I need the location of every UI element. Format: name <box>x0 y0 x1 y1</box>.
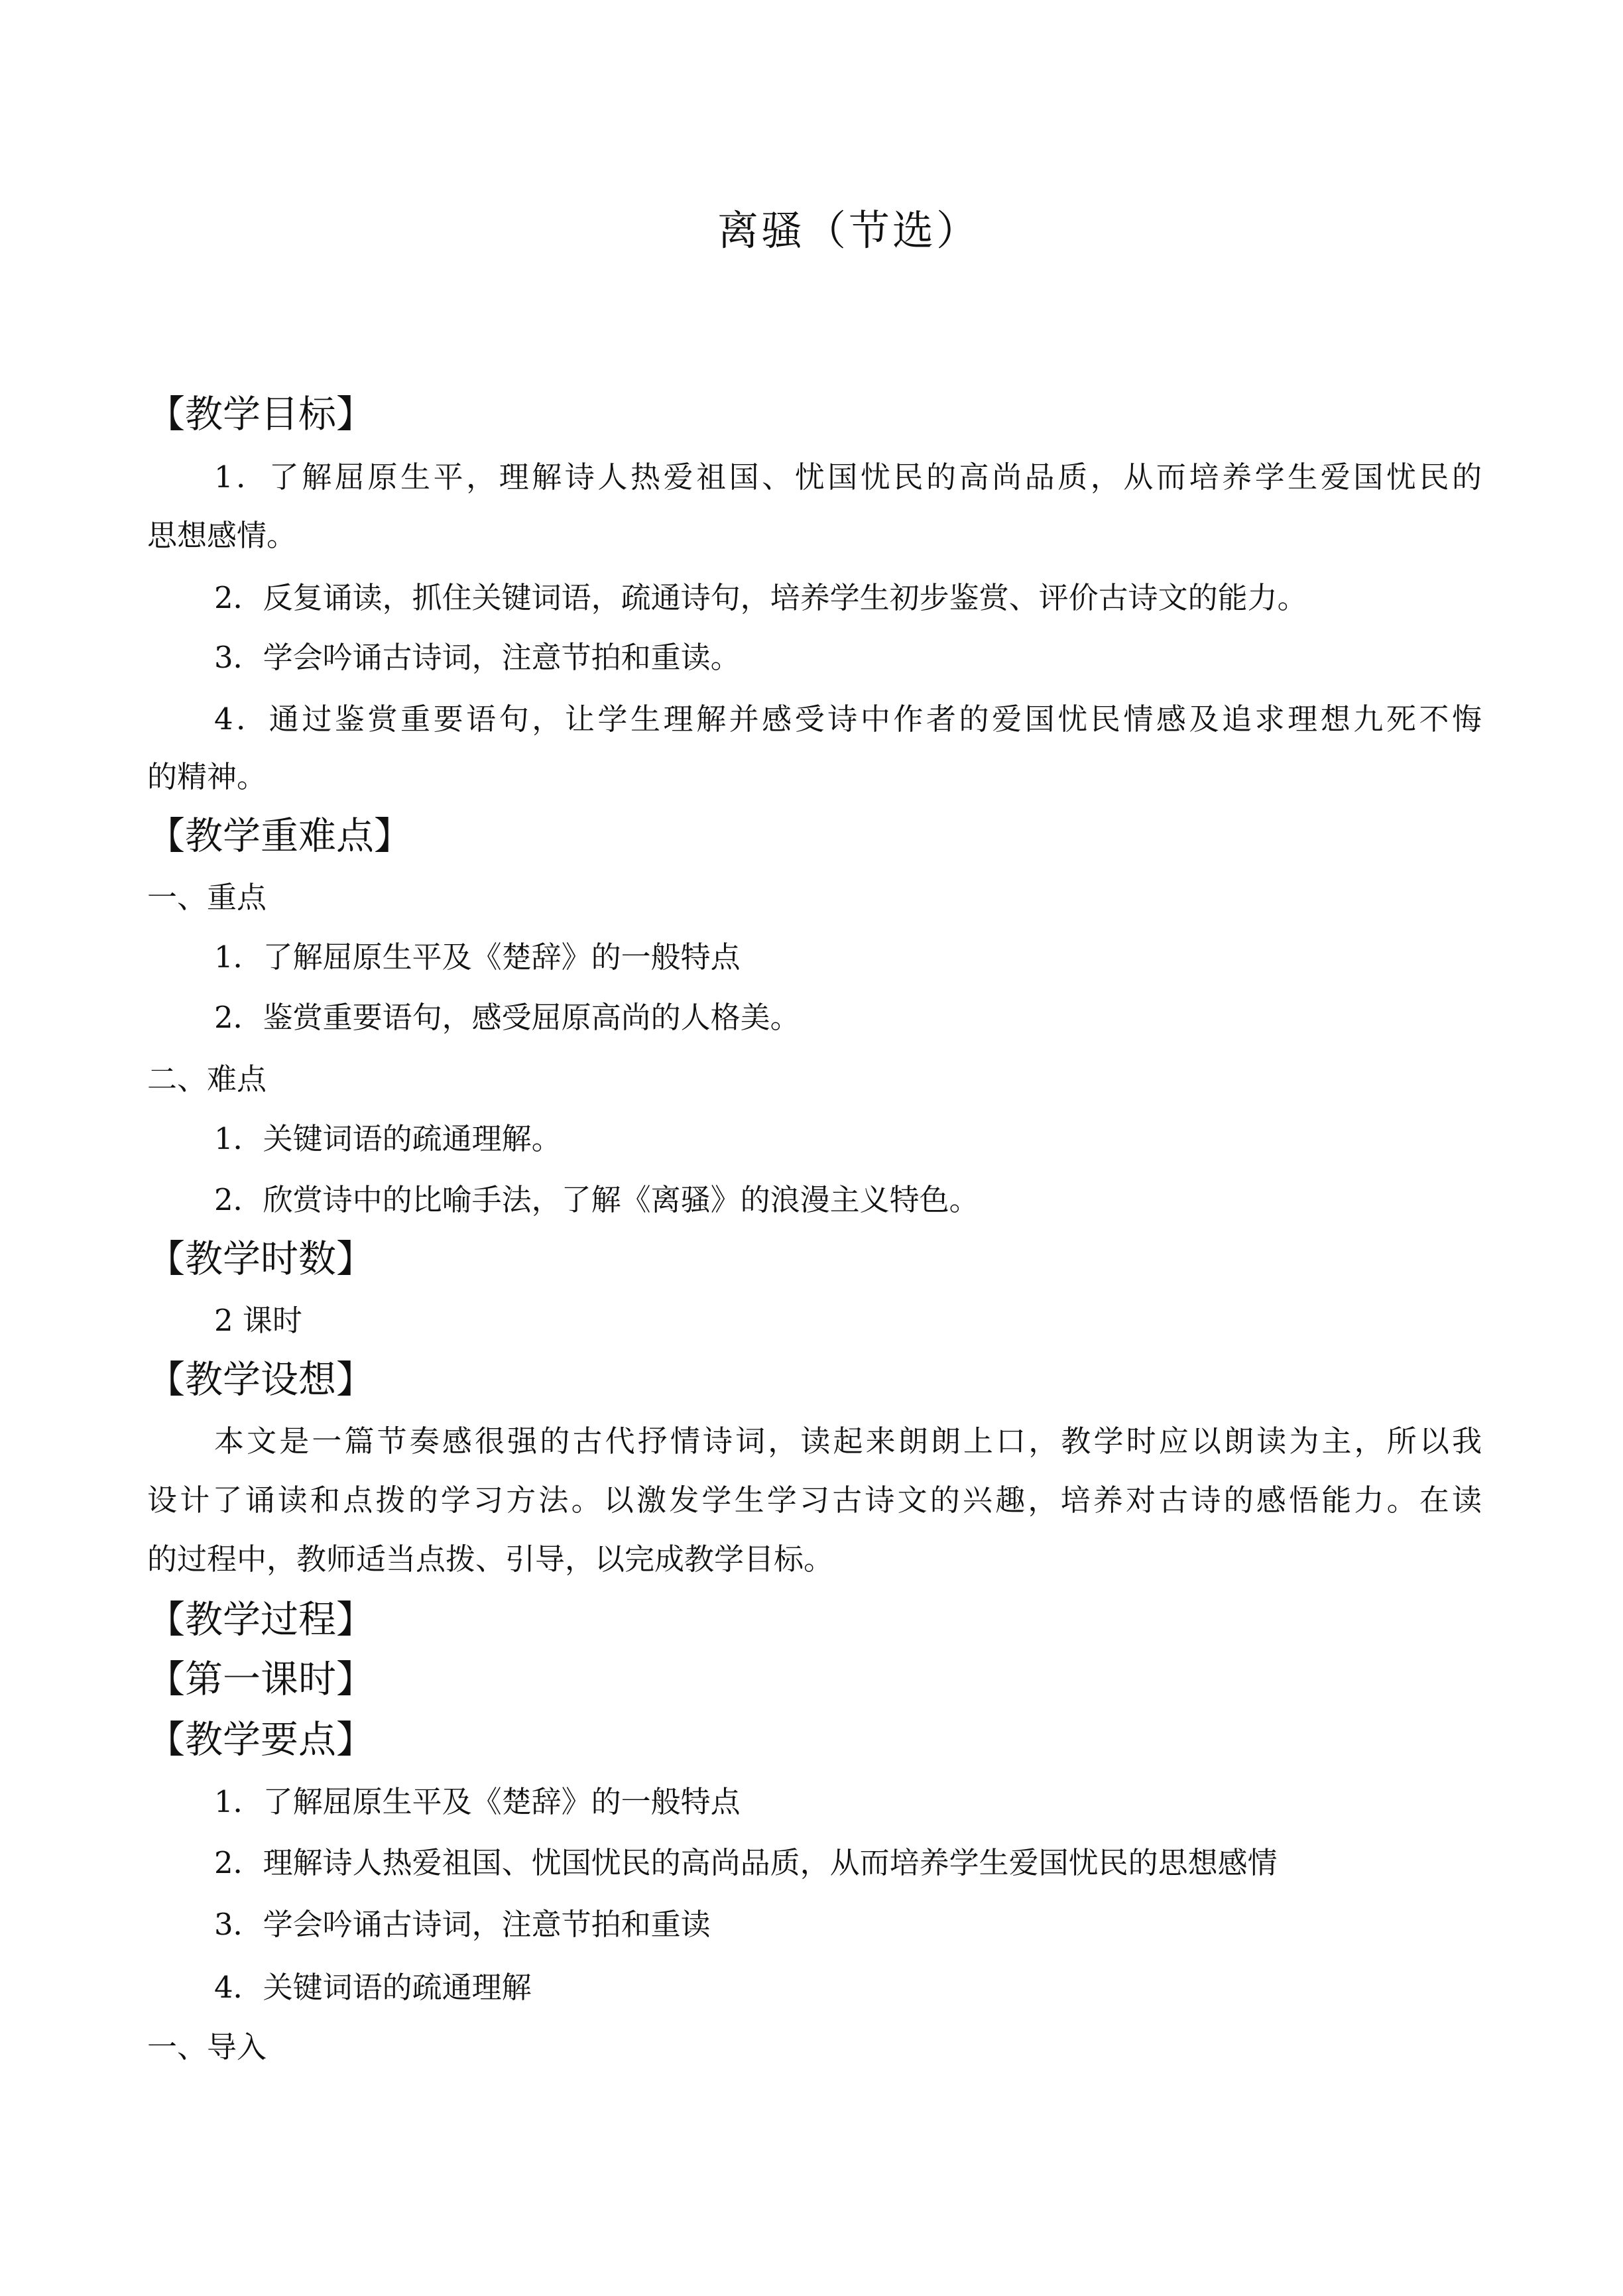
document-title: 离骚（节选） <box>717 206 980 255</box>
difficult-point-item-1: 1．关键词语的疏通理解。 <box>214 1121 562 1156</box>
objective-item-4-line-1: 4．通过鉴赏重要语句，让学生理解并感受诗中作者的爱国忧民情感及追求理想九死不悔 <box>214 701 1482 737</box>
key-point-item-2: 2．鉴赏重要语句，感受屈原高尚的人格美。 <box>214 1000 800 1035</box>
difficult-point-item-2: 2．欣赏诗中的比喻手法，了解《离骚》的浪漫主义特色。 <box>214 1182 979 1217</box>
introduction-label: 一、导入 <box>147 2029 267 2065</box>
difficult-points-label: 二、难点 <box>147 1061 267 1097</box>
key-difficult-heading: 【教学重难点】 <box>147 814 412 858</box>
teaching-points-heading: 【教学要点】 <box>147 1718 374 1762</box>
teaching-point-item-2: 2．理解诗人热爱祖国、忧国忧民的高尚品质，从而培养学生爱国忧民的思想感情 <box>214 1845 1278 1880</box>
hours-value: 2 课时 <box>214 1303 302 1338</box>
objective-item-1-line-1: 1．了解屈原生平，理解诗人热爱祖国、忧国忧民的高尚品质，从而培养学生爱国忧民的 <box>214 459 1482 495</box>
concept-line-2: 设计了诵读和点拨的学习方法。以激发学生学习古诗文的兴趣，培养对古诗的感悟能力。在读 <box>147 1482 1482 1518</box>
concept-line-1: 本文是一篇节奏感很强的古代抒情诗词，读起来朗朗上口，教学时应以朗读为主，所以我 <box>214 1423 1482 1459</box>
key-point-item-1: 1．了解屈原生平及《楚辞》的一般特点 <box>214 939 741 975</box>
objectives-heading: 【教学目标】 <box>147 393 374 436</box>
objective-item-3: 3．学会吟诵古诗词，注意节拍和重读。 <box>214 640 741 675</box>
objective-item-1-line-2: 思想感情。 <box>147 518 297 553</box>
objective-item-4-line-2: 的精神。 <box>147 759 267 794</box>
concept-heading: 【教学设想】 <box>147 1358 374 1402</box>
teaching-point-item-3: 3．学会吟诵古诗词，注意节拍和重读 <box>214 1907 711 1942</box>
process-heading: 【教学过程】 <box>147 1598 374 1642</box>
key-points-label: 一、重点 <box>147 880 267 915</box>
first-lesson-heading: 【第一课时】 <box>147 1658 374 1701</box>
teaching-point-item-1: 1．了解屈原生平及《楚辞》的一般特点 <box>214 1784 741 1819</box>
hours-heading: 【教学时数】 <box>147 1237 374 1281</box>
concept-line-3: 的过程中，教师适当点拨、引导，以完成教学目标。 <box>147 1541 834 1577</box>
objective-item-2: 2．反复诵读，抓住关键词语，疏通诗句，培养学生初步鉴赏、评价古诗文的能力。 <box>214 580 1307 615</box>
teaching-point-item-4: 4．关键词语的疏通理解 <box>214 1970 532 2005</box>
